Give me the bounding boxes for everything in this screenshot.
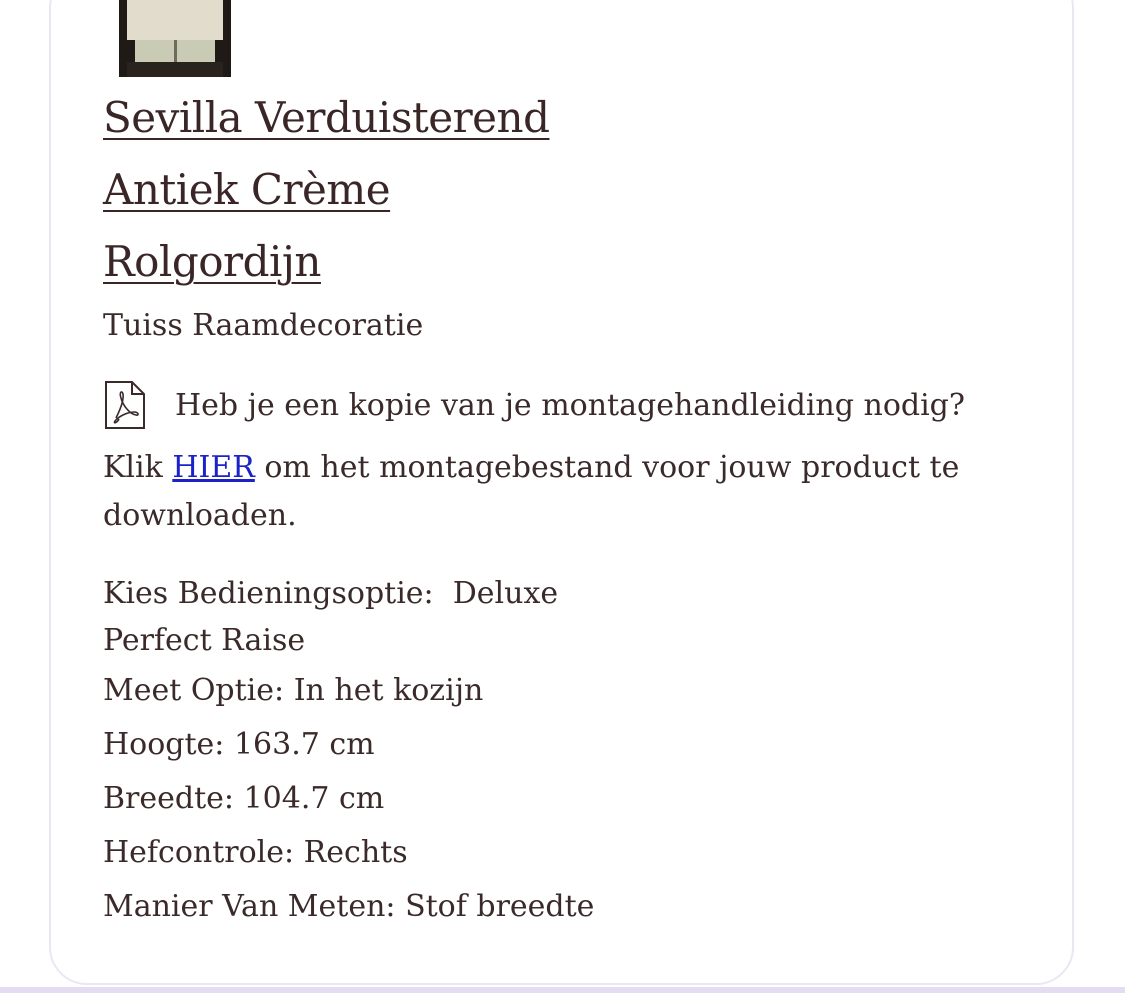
download-prefix: Klik xyxy=(103,450,173,485)
option-label: Kies Bedieningsoptie: xyxy=(103,576,434,611)
option-row xyxy=(103,772,623,826)
download-link[interactable]: HIER xyxy=(172,450,255,485)
product-thumbnail[interactable] xyxy=(119,0,231,77)
option-row xyxy=(103,880,623,934)
product-title-line[interactable]: Rolgordijn xyxy=(103,237,321,286)
brand-name: Tuiss Raamdecoratie xyxy=(103,308,424,343)
manual-question: Heb je een kopie van je montagehandleiding nodig? xyxy=(175,387,965,423)
option-row xyxy=(103,718,623,772)
option-value: In het kozijn xyxy=(293,673,484,708)
option-label: Hefcontrole: xyxy=(103,835,295,870)
option-label: Manier Van Meten: xyxy=(103,889,396,924)
option-row xyxy=(103,664,623,718)
product-title-link[interactable] xyxy=(103,82,703,298)
page-bottom-strip xyxy=(0,987,1125,993)
product-options xyxy=(103,570,623,934)
product-title-line[interactable]: Antiek Crème xyxy=(103,165,391,214)
option-label: Hoogte: xyxy=(103,727,225,762)
download-text xyxy=(103,444,1033,540)
option-value: 104.7 cm xyxy=(243,781,385,816)
option-label: Breedte: xyxy=(103,781,235,816)
option-value: Stof breedte xyxy=(405,889,595,924)
thumbnail-window xyxy=(135,40,215,62)
pdf-file-icon xyxy=(103,380,147,430)
download-suffix: om het montagebestand voor jouw product te downloaden. xyxy=(103,450,960,533)
option-value: Rechts xyxy=(303,835,408,870)
option-value: Deluxe Perfect Raise xyxy=(103,576,559,658)
option-label: Meet Optie: xyxy=(103,673,285,708)
option-row xyxy=(103,570,623,664)
thumbnail-sill xyxy=(127,62,223,77)
option-row xyxy=(103,826,623,880)
product-title-line[interactable]: Sevilla Verduisterend xyxy=(103,93,550,142)
manual-notice xyxy=(103,380,965,430)
option-value: 163.7 cm xyxy=(233,727,375,762)
thumbnail-blind xyxy=(127,0,223,40)
